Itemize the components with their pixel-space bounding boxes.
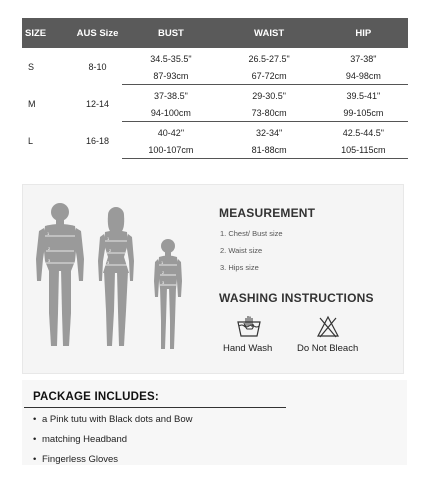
hip-inch: 42.5-44.5" — [342, 127, 384, 138]
waist-cm: 81-88cm — [220, 141, 319, 159]
bullet-icon: • — [33, 454, 37, 465]
list-item — [33, 414, 193, 425]
table-row — [22, 85, 408, 105]
svg-text:2: 2 — [48, 246, 51, 251]
package-item-label: a Pink tutu with Black dots and Bow — [42, 414, 193, 425]
list-item — [33, 434, 127, 445]
svg-text:2: 2 — [109, 248, 112, 253]
washing-title: WASHING INSTRUCTIONS — [219, 291, 374, 305]
hand-wash-label: Hand Wash — [223, 343, 273, 354]
hip-cm: 105-115cm — [319, 141, 408, 159]
bust-inch: 34.5-35.5" — [150, 53, 192, 64]
svg-text:3: 3 — [162, 280, 165, 285]
aus-size-value: 12-14 — [85, 99, 110, 109]
package-item-label: matching Headband — [42, 434, 128, 445]
svg-text:1: 1 — [47, 231, 50, 236]
waist-cm: 73-80cm — [220, 104, 319, 122]
measurement-item: 2. Waist size — [220, 246, 263, 255]
waist-cm: 67-72cm — [220, 67, 319, 85]
no-bleach-label: Do Not Bleach — [297, 343, 359, 354]
child-figure — [154, 239, 182, 349]
package-title: PACKAGE INCLUDES: — [33, 391, 159, 403]
svg-text:1: 1 — [161, 260, 164, 265]
waist-inch: 26.5-27.5" — [248, 53, 290, 64]
hand-wash-icon — [236, 315, 262, 339]
measurement-item: 3. Hips size — [220, 263, 259, 272]
size-chart-table — [22, 18, 408, 159]
hip-inch: 37-38" — [350, 53, 377, 64]
aus-size-value: 8-10 — [88, 62, 107, 73]
man-figure — [36, 203, 84, 346]
package-divider — [24, 407, 286, 408]
size-value: L — [28, 136, 34, 146]
aus-size-value: 16-18 — [85, 136, 110, 146]
col-size: SIZE — [22, 18, 73, 48]
hip-cm: 94-98cm — [319, 67, 408, 85]
hip-cm: 99-105cm — [319, 104, 408, 122]
bust-cm: 100-107cm — [122, 141, 219, 159]
bullet-icon: • — [33, 434, 37, 445]
body-figures-illustration — [33, 201, 213, 366]
woman-figure — [98, 207, 134, 346]
figure-silhouettes — [36, 203, 182, 349]
col-hip: HIP — [319, 18, 408, 48]
bust-cm: 94-100cm — [122, 104, 219, 122]
bust-inch: 40-42" — [157, 127, 185, 138]
waist-inch: 32-34" — [255, 127, 283, 138]
table-row — [22, 122, 408, 142]
bust-cm: 87-93cm — [122, 67, 219, 85]
no-bleach-icon — [316, 315, 340, 339]
bullet-icon: • — [33, 414, 37, 425]
list-item — [33, 454, 118, 465]
svg-text:2: 2 — [162, 270, 165, 275]
measurement-list — [220, 225, 283, 276]
measurement-title: MEASUREMENT — [219, 206, 316, 220]
package-item-label: Fingerless Gloves — [42, 454, 119, 465]
col-bust: BUST — [122, 18, 219, 48]
bust-inch: 37-38.5" — [154, 90, 188, 101]
hip-inch: 39.5-41" — [346, 90, 381, 101]
measurement-panel — [22, 184, 404, 374]
size-table-header — [22, 18, 408, 48]
size-value: M — [28, 99, 36, 109]
col-waist: WAIST — [220, 18, 319, 48]
waist-inch: 29-30.5" — [252, 90, 286, 101]
svg-text:3: 3 — [48, 258, 51, 263]
col-aus-size: AUS Size — [73, 18, 123, 48]
size-value: S — [28, 62, 35, 73]
svg-text:3: 3 — [107, 260, 110, 265]
table-row — [22, 48, 408, 67]
svg-text:1: 1 — [107, 236, 110, 241]
measurement-item: 1. Chest/ Bust size — [220, 229, 283, 238]
